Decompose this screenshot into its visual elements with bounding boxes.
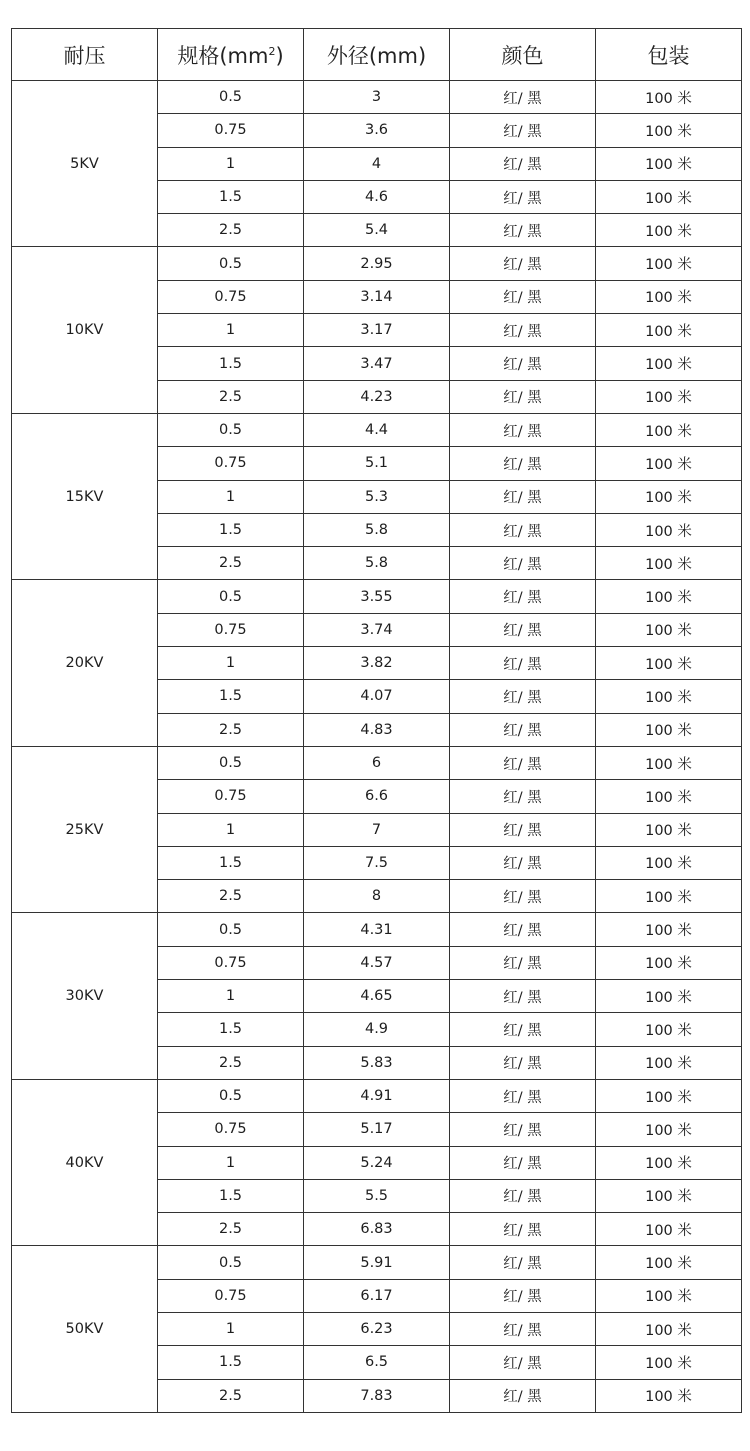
package-cell: 100 米	[596, 347, 742, 380]
outer-diameter-cell: 3.6	[304, 114, 450, 147]
package-cell: 100 米	[596, 880, 742, 913]
color-cell: 红/ 黑	[450, 780, 596, 813]
package-cell: 100 米	[596, 1046, 742, 1079]
spec-cell: 1.5	[158, 846, 304, 879]
color-cell: 红/ 黑	[450, 280, 596, 313]
color-cell: 红/ 黑	[450, 547, 596, 580]
outer-diameter-cell: 7	[304, 813, 450, 846]
outer-diameter-cell: 5.8	[304, 513, 450, 546]
package-cell: 100 米	[596, 713, 742, 746]
color-cell: 红/ 黑	[450, 1279, 596, 1312]
outer-diameter-cell: 3.74	[304, 613, 450, 646]
outer-diameter-cell: 6.23	[304, 1312, 450, 1345]
color-cell: 红/ 黑	[450, 347, 596, 380]
table-row	[12, 1079, 742, 1112]
package-cell: 100 米	[596, 913, 742, 946]
spec-cell: 2.5	[158, 1046, 304, 1079]
color-cell: 红/ 黑	[450, 946, 596, 979]
header-spec	[158, 29, 304, 81]
outer-diameter-cell: 5.4	[304, 214, 450, 247]
table-row	[12, 413, 742, 446]
color-cell: 红/ 黑	[450, 1013, 596, 1046]
package-cell: 100 米	[596, 447, 742, 480]
outer-diameter-cell: 4.91	[304, 1079, 450, 1112]
package-cell: 100 米	[596, 81, 742, 114]
outer-diameter-cell: 5.17	[304, 1113, 450, 1146]
voltage-cell: 20KV	[12, 580, 158, 746]
outer-diameter-cell: 6.17	[304, 1279, 450, 1312]
outer-diameter-cell: 4.31	[304, 913, 450, 946]
package-cell: 100 米	[596, 1346, 742, 1379]
spec-cell: 1	[158, 480, 304, 513]
outer-diameter-cell: 6.5	[304, 1346, 450, 1379]
color-cell: 红/ 黑	[450, 81, 596, 114]
package-cell: 100 米	[596, 580, 742, 613]
package-cell: 100 米	[596, 1279, 742, 1312]
header-package: 包装	[596, 29, 742, 81]
color-cell: 红/ 黑	[450, 1146, 596, 1179]
color-cell: 红/ 黑	[450, 214, 596, 247]
spec-cell: 0.75	[158, 280, 304, 313]
package-cell: 100 米	[596, 780, 742, 813]
package-cell: 100 米	[596, 547, 742, 580]
package-cell: 100 米	[596, 980, 742, 1013]
color-cell: 红/ 黑	[450, 1113, 596, 1146]
package-cell: 100 米	[596, 647, 742, 680]
color-cell: 红/ 黑	[450, 513, 596, 546]
outer-diameter-cell: 4.9	[304, 1013, 450, 1046]
color-cell: 红/ 黑	[450, 880, 596, 913]
outer-diameter-cell: 6.6	[304, 780, 450, 813]
outer-diameter-cell: 7.83	[304, 1379, 450, 1412]
header-color: 颜色	[450, 29, 596, 81]
spec-cell: 0.75	[158, 114, 304, 147]
table-row	[12, 1246, 742, 1279]
spec-cell: 1	[158, 813, 304, 846]
voltage-cell: 15KV	[12, 413, 158, 579]
package-cell: 100 米	[596, 247, 742, 280]
spec-cell: 0.75	[158, 1279, 304, 1312]
spec-cell: 1	[158, 980, 304, 1013]
outer-diameter-cell: 3.14	[304, 280, 450, 313]
spec-cell: 2.5	[158, 1379, 304, 1412]
package-cell: 100 米	[596, 280, 742, 313]
package-cell: 100 米	[596, 1213, 742, 1246]
outer-diameter-cell: 5.1	[304, 447, 450, 480]
color-cell: 红/ 黑	[450, 1213, 596, 1246]
outer-diameter-cell: 4.65	[304, 980, 450, 1013]
spec-cell: 1	[158, 647, 304, 680]
table-row	[12, 913, 742, 946]
table-row	[12, 81, 742, 114]
voltage-cell: 5KV	[12, 81, 158, 247]
color-cell: 红/ 黑	[450, 314, 596, 347]
spec-cell: 2.5	[158, 547, 304, 580]
color-cell: 红/ 黑	[450, 147, 596, 180]
color-cell: 红/ 黑	[450, 680, 596, 713]
package-cell: 100 米	[596, 1113, 742, 1146]
table-body	[12, 81, 742, 1413]
color-cell: 红/ 黑	[450, 180, 596, 213]
spec-cell: 0.5	[158, 1246, 304, 1279]
voltage-cell: 30KV	[12, 913, 158, 1079]
table-header	[12, 29, 742, 81]
color-cell: 红/ 黑	[450, 846, 596, 879]
spec-cell: 0.5	[158, 247, 304, 280]
spec-cell: 1	[158, 147, 304, 180]
spec-cell: 0.5	[158, 746, 304, 779]
outer-diameter-cell: 4.23	[304, 380, 450, 413]
header-spec-text: 规格(mm	[177, 43, 269, 68]
voltage-cell: 25KV	[12, 746, 158, 912]
package-cell: 100 米	[596, 147, 742, 180]
package-cell: 100 米	[596, 380, 742, 413]
outer-diameter-cell: 5.8	[304, 547, 450, 580]
voltage-cell: 40KV	[12, 1079, 158, 1245]
color-cell: 红/ 黑	[450, 713, 596, 746]
color-cell: 红/ 黑	[450, 980, 596, 1013]
outer-diameter-cell: 5.24	[304, 1146, 450, 1179]
package-cell: 100 米	[596, 513, 742, 546]
package-cell: 100 米	[596, 1013, 742, 1046]
color-cell: 红/ 黑	[450, 1079, 596, 1112]
spec-table	[11, 28, 742, 1413]
package-cell: 100 米	[596, 946, 742, 979]
voltage-cell: 10KV	[12, 247, 158, 413]
color-cell: 红/ 黑	[450, 580, 596, 613]
package-cell: 100 米	[596, 214, 742, 247]
spec-cell: 2.5	[158, 380, 304, 413]
spec-cell: 1.5	[158, 680, 304, 713]
color-cell: 红/ 黑	[450, 613, 596, 646]
outer-diameter-cell: 4.57	[304, 946, 450, 979]
outer-diameter-cell: 4.4	[304, 413, 450, 446]
spec-cell: 2.5	[158, 713, 304, 746]
outer-diameter-cell: 4.6	[304, 180, 450, 213]
package-cell: 100 米	[596, 846, 742, 879]
color-cell: 红/ 黑	[450, 413, 596, 446]
table-row	[12, 247, 742, 280]
spec-cell: 1.5	[158, 513, 304, 546]
package-cell: 100 米	[596, 314, 742, 347]
package-cell: 100 米	[596, 1246, 742, 1279]
color-cell: 红/ 黑	[450, 647, 596, 680]
spec-cell: 0.5	[158, 81, 304, 114]
package-cell: 100 米	[596, 1146, 742, 1179]
spec-cell: 0.75	[158, 1113, 304, 1146]
spec-cell: 1.5	[158, 1013, 304, 1046]
color-cell: 红/ 黑	[450, 1246, 596, 1279]
color-cell: 红/ 黑	[450, 447, 596, 480]
spec-cell: 0.75	[158, 613, 304, 646]
spec-cell: 1.5	[158, 1179, 304, 1212]
color-cell: 红/ 黑	[450, 380, 596, 413]
outer-diameter-cell: 3.47	[304, 347, 450, 380]
package-cell: 100 米	[596, 480, 742, 513]
package-cell: 100 米	[596, 1312, 742, 1345]
outer-diameter-cell: 6.83	[304, 1213, 450, 1246]
voltage-cell: 50KV	[12, 1246, 158, 1412]
spec-cell: 2.5	[158, 1213, 304, 1246]
spec-cell: 1	[158, 1312, 304, 1345]
color-cell: 红/ 黑	[450, 746, 596, 779]
header-row	[12, 29, 742, 81]
package-cell: 100 米	[596, 813, 742, 846]
outer-diameter-cell: 5.5	[304, 1179, 450, 1212]
package-cell: 100 米	[596, 1379, 742, 1412]
package-cell: 100 米	[596, 413, 742, 446]
outer-diameter-cell: 3	[304, 81, 450, 114]
spec-cell: 0.5	[158, 413, 304, 446]
spec-cell: 1.5	[158, 347, 304, 380]
outer-diameter-cell: 3.17	[304, 314, 450, 347]
spec-cell: 0.5	[158, 913, 304, 946]
spec-cell: 1.5	[158, 1346, 304, 1379]
package-cell: 100 米	[596, 180, 742, 213]
outer-diameter-cell: 3.55	[304, 580, 450, 613]
header-outer-diameter: 外径(mm)	[304, 29, 450, 81]
color-cell: 红/ 黑	[450, 114, 596, 147]
outer-diameter-cell: 2.95	[304, 247, 450, 280]
color-cell: 红/ 黑	[450, 1312, 596, 1345]
outer-diameter-cell: 6	[304, 746, 450, 779]
spec-cell: 0.75	[158, 780, 304, 813]
header-spec-close: )	[275, 43, 284, 68]
color-cell: 红/ 黑	[450, 1379, 596, 1412]
package-cell: 100 米	[596, 1179, 742, 1212]
outer-diameter-cell: 4	[304, 147, 450, 180]
spec-cell: 0.5	[158, 580, 304, 613]
outer-diameter-cell: 8	[304, 880, 450, 913]
spec-cell: 2.5	[158, 880, 304, 913]
spec-cell: 0.75	[158, 946, 304, 979]
spec-cell: 0.75	[158, 447, 304, 480]
outer-diameter-cell: 5.83	[304, 1046, 450, 1079]
package-cell: 100 米	[596, 680, 742, 713]
color-cell: 红/ 黑	[450, 480, 596, 513]
package-cell: 100 米	[596, 613, 742, 646]
table-row	[12, 580, 742, 613]
table-row	[12, 746, 742, 779]
outer-diameter-cell: 7.5	[304, 846, 450, 879]
color-cell: 红/ 黑	[450, 1046, 596, 1079]
package-cell: 100 米	[596, 746, 742, 779]
package-cell: 100 米	[596, 114, 742, 147]
spec-cell: 1	[158, 1146, 304, 1179]
outer-diameter-cell: 4.07	[304, 680, 450, 713]
color-cell: 红/ 黑	[450, 813, 596, 846]
package-cell: 100 米	[596, 1079, 742, 1112]
color-cell: 红/ 黑	[450, 1179, 596, 1212]
header-voltage: 耐压	[12, 29, 158, 81]
spec-cell: 1	[158, 314, 304, 347]
spec-cell: 0.5	[158, 1079, 304, 1112]
spec-cell: 2.5	[158, 214, 304, 247]
header-spec-superscript: 2	[268, 44, 276, 58]
color-cell: 红/ 黑	[450, 247, 596, 280]
outer-diameter-cell: 3.82	[304, 647, 450, 680]
outer-diameter-cell: 4.83	[304, 713, 450, 746]
outer-diameter-cell: 5.91	[304, 1246, 450, 1279]
outer-diameter-cell: 5.3	[304, 480, 450, 513]
color-cell: 红/ 黑	[450, 1346, 596, 1379]
color-cell: 红/ 黑	[450, 913, 596, 946]
spec-cell: 1.5	[158, 180, 304, 213]
